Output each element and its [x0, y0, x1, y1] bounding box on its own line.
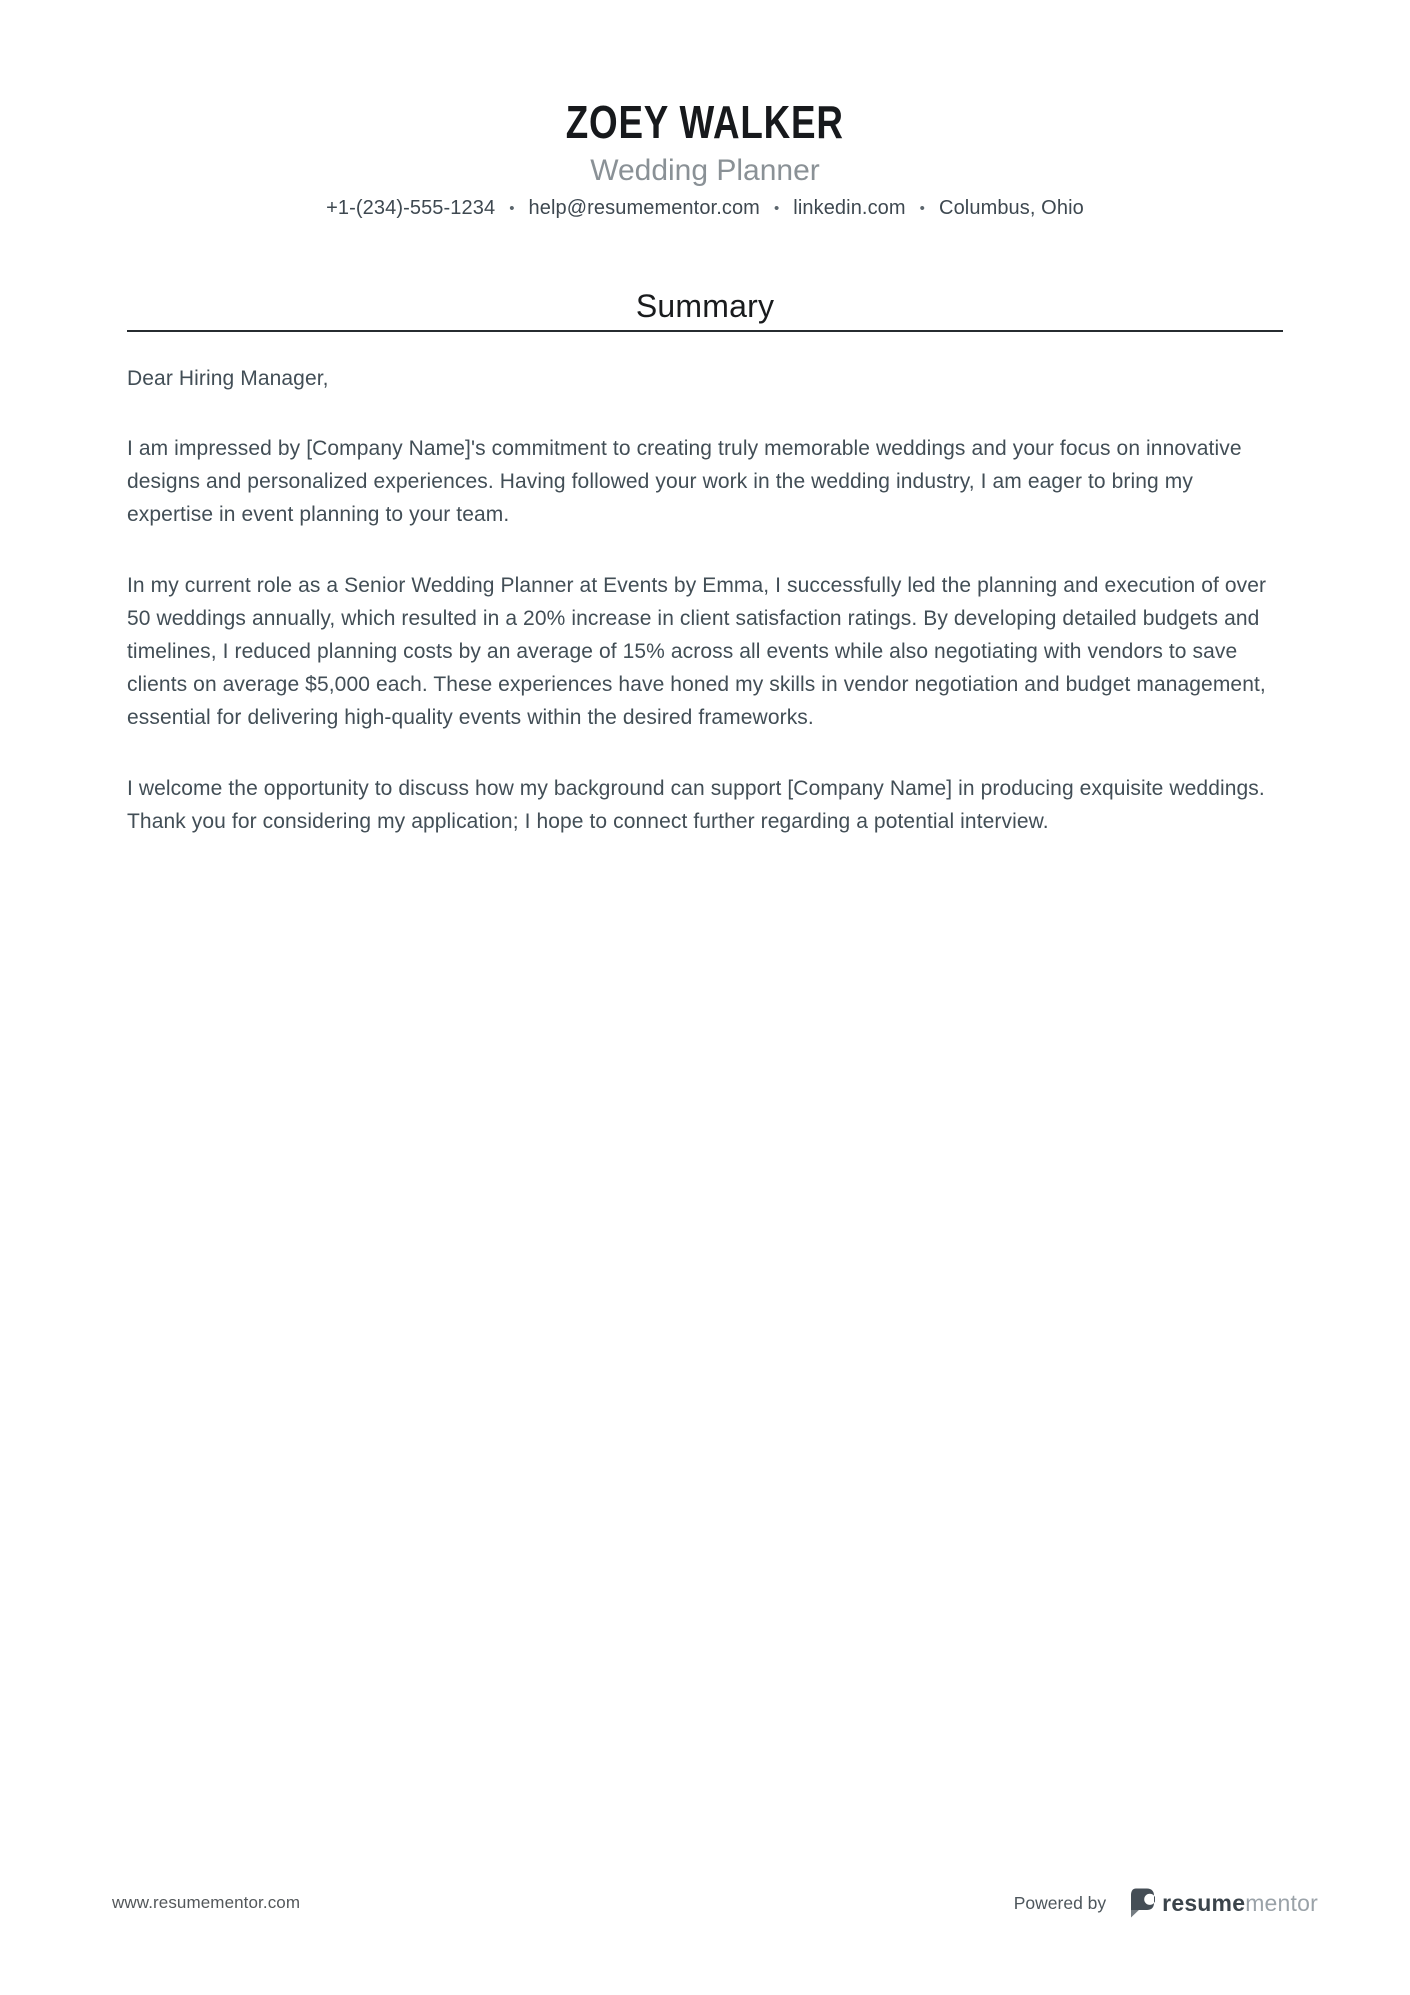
- letter-body: [127, 286, 1283, 838]
- letter-paragraph: I am impressed by [Company Name]'s commitment to creating truly memorable weddings and your focus on innovative designs and personalized experiences. Having followed your work in the wedding industry, I am eager to bring my expertise in event planning to your team.: [127, 437, 1242, 526]
- contact-linkedin: linkedin.com: [793, 197, 906, 219]
- brand-text-mentor: mentor: [1245, 1890, 1318, 1916]
- footer-branding: [1014, 1888, 1318, 1918]
- footer-website-url: www.resumementor.com: [112, 1893, 301, 1912]
- letter-greeting: Dear Hiring Manager,: [127, 367, 329, 390]
- document-header: [0, 0, 1410, 222]
- contact-email: help@resumementor.com: [528, 197, 760, 219]
- powered-by-label: Powered by: [1013, 1892, 1107, 1913]
- letter-paragraph: I welcome the opportunity to discuss how my background can support [Company Name] in producing exquisite weddings. Thank you for considering my application; I hope to connect further regarding a potential interview.: [127, 777, 1265, 833]
- contact-location: Columbus, Ohio: [939, 197, 1084, 219]
- job-title: Wedding Planner: [590, 154, 820, 187]
- letter-paragraph: In my current role as a Senior Wedding Planner at Events by Emma, I successfully led the planning and execution of over 50 weddings annually, which resulted in a 20% increase in client satisfaction ratings. By developing detailed budgets and timelines, I reduced planning costs by an average of 15% across all events while also negotiating with vendors to save clients on average $5,000 each. These experiences have honed my skills in vendor negotiation and budget management, essential for delivering high-quality events within the desired frameworks.: [127, 574, 1267, 729]
- separator-dot: •: [919, 200, 926, 217]
- candidate-name: [0, 96, 1410, 148]
- brand-text-resume: resume: [1162, 1890, 1246, 1916]
- section-title: Summary: [635, 288, 775, 324]
- contact-line: [0, 195, 1410, 222]
- separator-dot: •: [773, 200, 780, 217]
- resumementor-logo-icon: [1128, 1888, 1155, 1918]
- resumementor-logo: [1128, 1888, 1318, 1918]
- section-rule: [127, 330, 1283, 332]
- candidate-name-text: ZOEY WALKER: [565, 96, 844, 148]
- letter-text: [127, 362, 1283, 838]
- page-footer: [112, 1886, 1318, 1920]
- contact-phone: +1-(234)-555-1234: [326, 197, 496, 219]
- separator-dot: •: [509, 200, 515, 217]
- resumementor-logo-text: [1162, 1888, 1318, 1918]
